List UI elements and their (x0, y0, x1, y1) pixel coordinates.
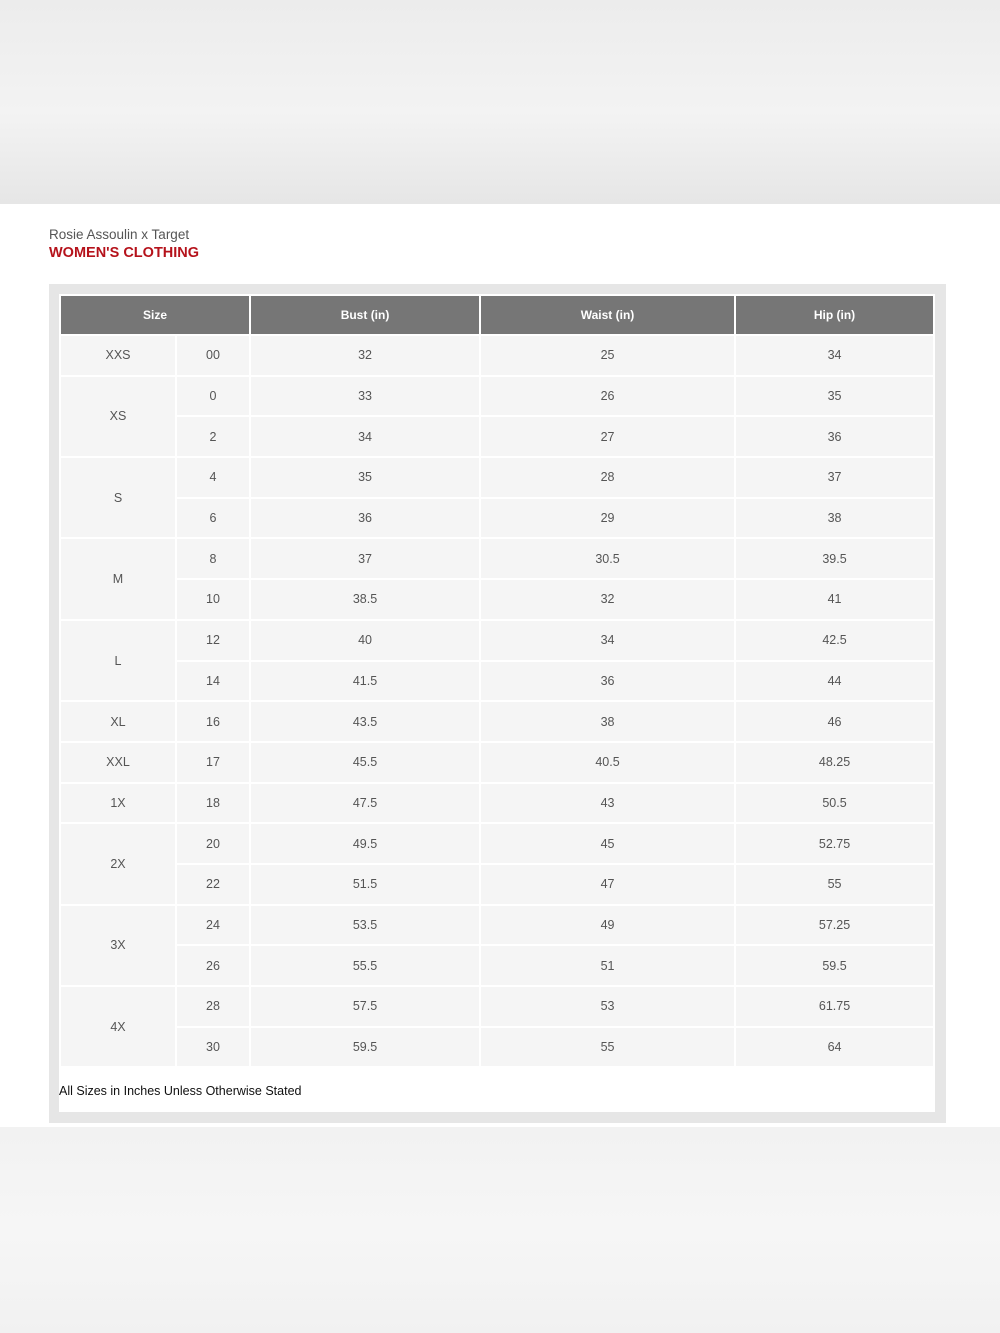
numeric-size-cell: 20 (177, 824, 249, 863)
header-hip: Hip (in) (736, 296, 933, 334)
numeric-size-cell: 16 (177, 702, 249, 741)
bust-cell: 57.5 (251, 987, 479, 1026)
hip-cell: 46 (736, 702, 933, 741)
numeric-size-cell: 2 (177, 417, 249, 456)
size-label-cell: 3X (61, 906, 175, 985)
numeric-size-cell: 24 (177, 906, 249, 945)
bust-cell: 34 (251, 417, 479, 456)
hip-cell: 48.25 (736, 743, 933, 782)
header-bust: Bust (in) (251, 296, 479, 334)
top-background (0, 0, 1000, 204)
table-row (61, 946, 933, 985)
bust-cell: 41.5 (251, 662, 479, 701)
table-body (61, 336, 933, 1066)
hip-cell: 52.75 (736, 824, 933, 863)
hip-cell: 38 (736, 499, 933, 538)
bust-cell: 32 (251, 336, 479, 375)
hip-cell: 37 (736, 458, 933, 497)
table-row (61, 580, 933, 619)
numeric-size-cell: 12 (177, 621, 249, 660)
waist-cell: 26 (481, 377, 734, 416)
table-row (61, 499, 933, 538)
numeric-size-cell: 22 (177, 865, 249, 904)
table-row (61, 417, 933, 456)
table-row (61, 743, 933, 782)
table-row (61, 906, 933, 945)
numeric-size-cell: 28 (177, 987, 249, 1026)
table-row (61, 702, 933, 741)
waist-cell: 49 (481, 906, 734, 945)
table-row (61, 336, 933, 375)
bust-cell: 38.5 (251, 580, 479, 619)
brand-name: Rosie Assoulin x Target (49, 227, 190, 242)
numeric-size-cell: 0 (177, 377, 249, 416)
bust-cell: 59.5 (251, 1028, 479, 1067)
bust-cell: 49.5 (251, 824, 479, 863)
header-size: Size (61, 296, 249, 334)
bust-cell: 53.5 (251, 906, 479, 945)
waist-cell: 38 (481, 702, 734, 741)
chart-title: WOMEN'S CLOTHING (49, 245, 200, 261)
hip-cell: 59.5 (736, 946, 933, 985)
waist-cell: 32 (481, 580, 734, 619)
hip-cell: 42.5 (736, 621, 933, 660)
bust-cell: 47.5 (251, 784, 479, 823)
size-label-cell: XS (61, 377, 175, 456)
hip-cell: 36 (736, 417, 933, 456)
footnote: All Sizes in Inches Unless Otherwise Stated (59, 1084, 302, 1098)
numeric-size-cell: 6 (177, 499, 249, 538)
hip-cell: 34 (736, 336, 933, 375)
hip-cell: 35 (736, 377, 933, 416)
waist-cell: 40.5 (481, 743, 734, 782)
bust-cell: 40 (251, 621, 479, 660)
table-row (61, 621, 933, 660)
size-chart-table (59, 294, 935, 1068)
waist-cell: 43 (481, 784, 734, 823)
bust-cell: 33 (251, 377, 479, 416)
hip-cell: 64 (736, 1028, 933, 1067)
numeric-size-cell: 14 (177, 662, 249, 701)
table-row (61, 784, 933, 823)
bust-cell: 36 (251, 499, 479, 538)
numeric-size-cell: 30 (177, 1028, 249, 1067)
bust-cell: 43.5 (251, 702, 479, 741)
size-label-cell: M (61, 539, 175, 618)
waist-cell: 29 (481, 499, 734, 538)
waist-cell: 28 (481, 458, 734, 497)
size-label-cell: 4X (61, 987, 175, 1066)
table-row (61, 1028, 933, 1067)
numeric-size-cell: 00 (177, 336, 249, 375)
table-row (61, 458, 933, 497)
hip-cell: 44 (736, 662, 933, 701)
header-waist: Waist (in) (481, 296, 734, 334)
size-label-cell: XXL (61, 743, 175, 782)
size-label-cell: 1X (61, 784, 175, 823)
table-row (61, 865, 933, 904)
waist-cell: 53 (481, 987, 734, 1026)
size-label-cell: 2X (61, 824, 175, 903)
waist-cell: 30.5 (481, 539, 734, 578)
bust-cell: 37 (251, 539, 479, 578)
table-row (61, 987, 933, 1026)
numeric-size-cell: 18 (177, 784, 249, 823)
numeric-size-cell: 26 (177, 946, 249, 985)
hip-cell: 41 (736, 580, 933, 619)
bust-cell: 55.5 (251, 946, 479, 985)
table-row (61, 662, 933, 701)
waist-cell: 55 (481, 1028, 734, 1067)
table-row (61, 377, 933, 416)
bust-cell: 35 (251, 458, 479, 497)
size-label-cell: XXS (61, 336, 175, 375)
size-label-cell: S (61, 458, 175, 537)
table-header-row (61, 296, 933, 334)
numeric-size-cell: 17 (177, 743, 249, 782)
waist-cell: 36 (481, 662, 734, 701)
hip-cell: 61.75 (736, 987, 933, 1026)
hip-cell: 55 (736, 865, 933, 904)
size-label-cell: L (61, 621, 175, 700)
hip-cell: 50.5 (736, 784, 933, 823)
numeric-size-cell: 4 (177, 458, 249, 497)
table-row (61, 824, 933, 863)
waist-cell: 45 (481, 824, 734, 863)
size-label-cell: XL (61, 702, 175, 741)
bust-cell: 45.5 (251, 743, 479, 782)
waist-cell: 34 (481, 621, 734, 660)
table-row (61, 539, 933, 578)
waist-cell: 27 (481, 417, 734, 456)
waist-cell: 47 (481, 865, 734, 904)
hip-cell: 57.25 (736, 906, 933, 945)
waist-cell: 25 (481, 336, 734, 375)
numeric-size-cell: 10 (177, 580, 249, 619)
bottom-background (0, 1127, 1000, 1333)
bust-cell: 51.5 (251, 865, 479, 904)
waist-cell: 51 (481, 946, 734, 985)
numeric-size-cell: 8 (177, 539, 249, 578)
hip-cell: 39.5 (736, 539, 933, 578)
